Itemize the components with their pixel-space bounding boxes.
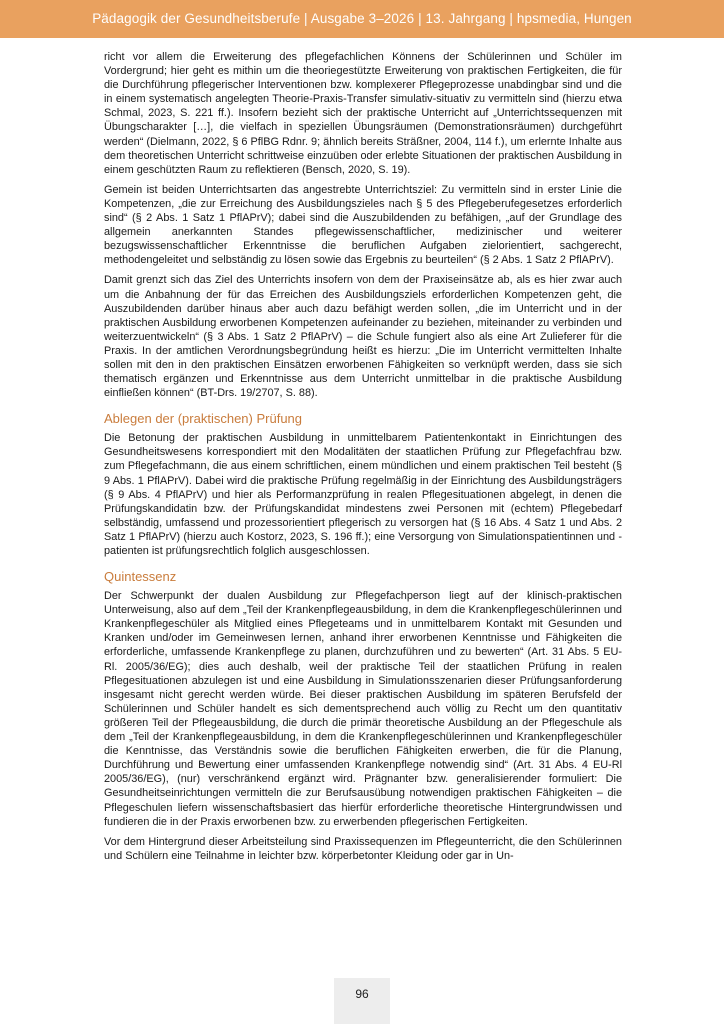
paragraph: richt vor allem die Erweiterung des pflegefachlichen Könnens der Schülerinnen und Schüler im Vordergrund; hier geht es mithin um die theoriegestützte Erweiterung von praktischen Fertigkeiten, die für die Durchführung pflegerischer Interventionen bzw. komplexerer Pflegeprozesse unabdingbar sind und die in einem systematisch angelegten Theorie-Praxis-Transfer simulativ-situativ zu vermitteln sind (hierzu etwa Schmal, 2023, S. 221 ff.). Insofern bezieht sich der praktische Unterricht auf „Unterrichtssequenzen mit Übungscharakter […], die vielfach in speziellen Übungsräumen (Demonstrationsräumen) durchgeführt werden“ (Dielmann, 2022, § 6 PflBG Rdnr. 9; ähnlich bereits Sträßner, 2004, 114 f.), um erlernte Inhalte aus dem theoretischen Unterricht schrittweise einzuüben oder erlebte Situationen der praktischen Ausbildung in einem geschützten Raum zu reflektieren (Bensch, 2020, S. 19). [104, 51, 622, 176]
article-body [104, 50, 622, 869]
paragraph: Die Betonung der praktischen Ausbildung in unmittelbarem Patientenkontakt in Einrichtungen des Gesundheitswesens korrespondiert mit den Modalitäten der staatlichen Prüfung zur Pflegefachfrau bzw. zum Pflegefachmann, die aus einem schriftlichen, einem mündlichen und einem praktischen Teil besteht (§ 9 Abs. 1 PflAPrV). Dabei wird die praktische Prüfung regelmäßig in der Einrichtung des Ausbildungsträgers (§ 9 Abs. 4 PflAPrV) und hier als Performanzprüfung in realen Pflegesituationen abgelegt, in denen die Prüfungskandidatin bzw. der Prüfungskandidat mindestens zwei Personen mit (echtem) Pflegebedarf selbständig, umfassend und prozessorientiert pflegerisch zu versorgen hat (§ 16 Abs. 4 Satz 1 und Abs. 2 Satz 1 PflAPrV) (hierzu auch Kostorz, 2023, S. 196 ff.); eine Versorgung von Simulationspatientinnen und -patienten ist prüfungsrechtlich folglich ausgeschlossen. [104, 432, 622, 557]
section-heading-pruefung: Ablegen der (praktischen) Prüfung [104, 411, 303, 427]
journal-header-title: Pädagogik der Gesundheitsberufe | Ausgabe 3–2026 | 13. Jahrgang | hpsmedia, Hungen [92, 11, 632, 26]
paragraph: Vor dem Hintergrund dieser Arbeitsteilung sind Praxissequenzen im Pflegeunterricht, die den Schülerinnen und Schülern eine Teilnahme in leichter bzw. körperbetonter Kleidung oder gar in Un- [104, 835, 622, 862]
page-number-box [334, 978, 390, 1024]
paragraph: Damit grenzt sich das Ziel des Unterrichts insofern von dem der Praxiseinsätze ab, als es hier zwar auch um die Anbahnung der für das Erreichen des Ausbildungsziels erforderlichen Kompetenzen geht, die Auszubildenden darüber hinaus aber auch dazu befähigt werden sollen, „die im Unterricht und in der praktischen Ausbildung erworbenen Kompetenzen aufeinander zu beziehen, miteinander zu verbinden und weiterzuentwickeln“ (§ 3 Abs. 1 Satz 2 PflAPrV) – die Schule fungiert also als eine Art Zulieferer für die Praxis. In der amtlichen Verordnungsbegründung heißt es hierzu: „Die im Unterricht vermittelten Inhalte sollen mit den in den praktischen Einsätzen erworbenen Fähigkeiten so verknüpft werden, dass sie sich thematisch ergänzen und Erkenntnisse aus dem Unterricht unmittelbar in die praktische Ausbildung einfließen können“ (BT-Drs. 19/2707, S. 88). [104, 274, 622, 400]
section-heading-quintessenz: Quintessenz [104, 569, 177, 585]
journal-header-bar [0, 0, 724, 38]
paragraph: Gemein ist beiden Unterrichtsarten das angestrebte Unterrichtsziel: Zu vermitteln sind in erster Linie die Kompetenzen, „die zur Erreichung des Ausbildungszieles nach § 5 des Pflegeberufegesetzes erforderlich sind“ (§ 2 Abs. 1 Satz 1 PflAPrV); dabei sind die Auszubildenden zu befähigen, „auf der Grundlage des allgemein anerkannten Standes pflegewissenschaftlicher, medizinischer und weiterer bezugswissenschaftlicher Erkenntnisse die beruflichen Aufgaben zielorientiert, sachgerecht, methodengeleitet und selbständig zu lösen sowie das Ergebnis zu beurteilen“ (§ 2 Abs. 1 Satz 2 PflAPrV). [104, 183, 622, 267]
paragraph: Der Schwerpunkt der dualen Ausbildung zur Pflegefachperson liegt auf der klinisch-praktischen Unterweisung, also auf dem „Teil der Krankenpflegeausbildung, in dem die Krankenpflegeschülerinnen und Krankenpflegeschüler als Mitglied eines Pflegeteams und in unmittelbarem Kontakt mit Gesunden und Kranken und/oder im Gemeinwesen lernen, anhand ihrer erworbenen Kenntnisse und Fähigkeiten die erforderliche, umfassende Krankenpflege zu planen, durchzuführen und zu bewerten“ (Art. 31 Abs. 5 EU-Rl. 2005/36/EG); dies auch deshalb, weil der praktische Teil der staatlichen Prüfung in realen Pflegesituationen abzulegen ist und eine Ausbildung in Simulationsszenarien dieser Prüfungsanforderung insgesamt nicht gerecht werden würde. Bei dieser praktischen Ausbildung im späteren Berufsfeld der Schülerinnen und Schüler handelt es sich dementsprechend auch völlig zu Recht um den quantitativ größeren Teil der Pflegeausbildung, die durch die primär theoretische Ausbildung an der Pflegeschule als dem „Teil der Krankenpflegeausbildung, in dem die Krankenpflegeschülerinnen und Krankenpflegeschüler die Kenntnisse, das Verständnis sowie die beruflichen Fähigkeiten erwerben, die für die Planung, Durchführung und Bewertung einer umfassenden Krankenpflege notwendig sind“ (Art. 31 Abs. 4 EU-Rl 2005/36/EG), (nur) verschränkend ergänzt wird. Prägnanter bzw. generalisierender formuliert: Die Gesundheitseinrichtungen vermitteln die zur Berufsausübung notwendigen praktischen Fähigkeiten – die Pflegeschulen liefern wissenschaftsbasiert das hierfür erforderliche theoretische Hintergrundwissen und fundieren die in der Praxis erworbenen bzw. zu erwerbenden pflegerischen Fertigkeiten. [104, 590, 622, 828]
page-number: 96 [355, 987, 369, 1001]
